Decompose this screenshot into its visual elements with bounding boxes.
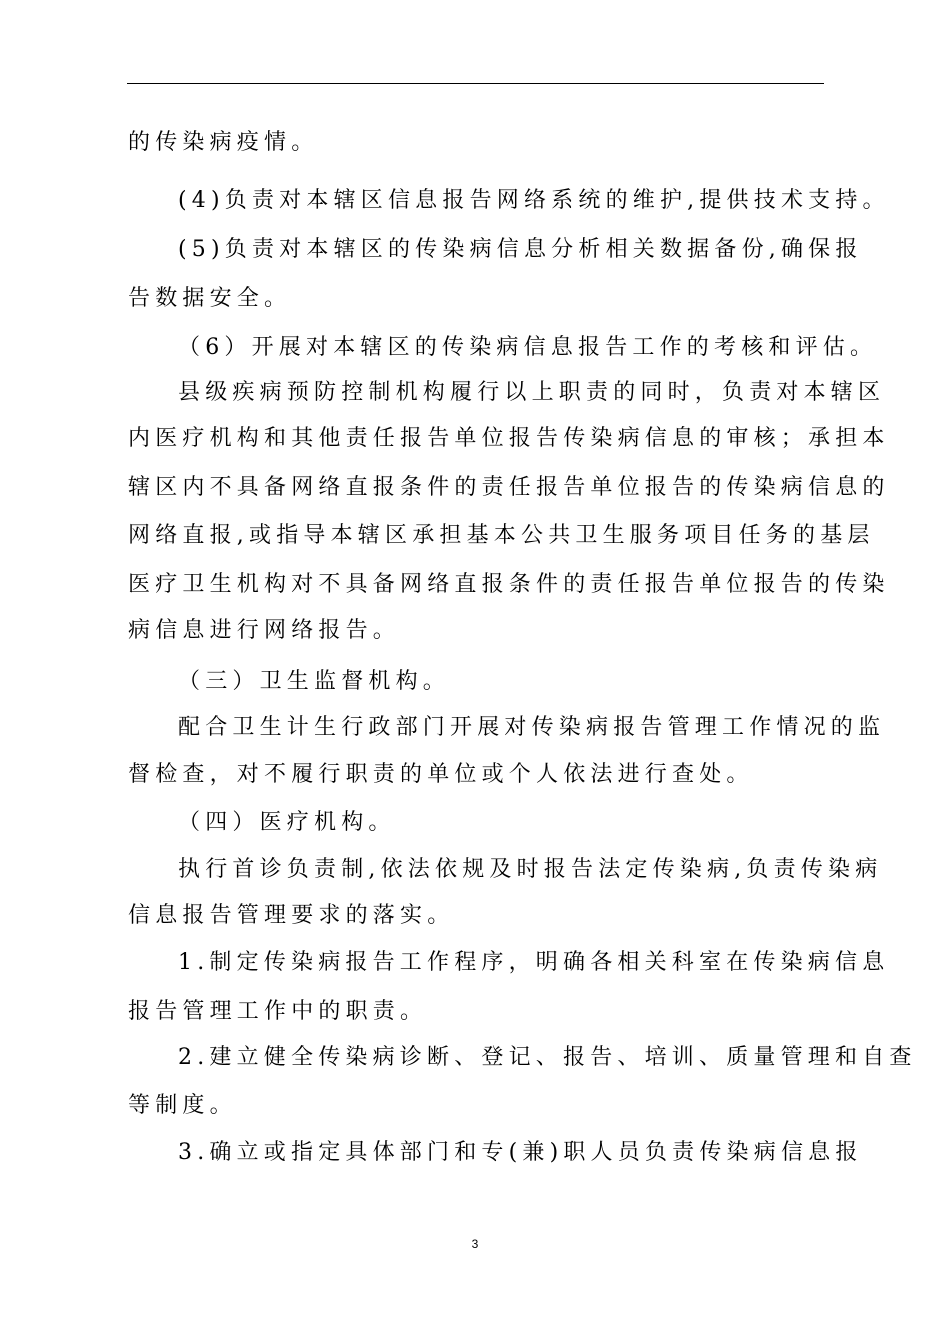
text-line: 病信息进行网络报告。 <box>128 618 401 643</box>
text-line: 医疗卫生机构对不具备网络直报条件的责任报告单位报告的传染 <box>128 572 890 597</box>
text-line: (4)负责对本辖区信息报告网络系统的维护,提供技术支持。 <box>178 188 890 213</box>
header-rule <box>127 83 824 84</box>
section-heading: （三）卫生监督机构。 <box>178 669 451 694</box>
text-line: 督检查，对不履行职责的单位或个人依法进行查处。 <box>128 762 754 787</box>
text-line: 2.建立健全传染病诊断、登记、报告、培训、质量管理和自查 <box>178 1045 917 1070</box>
text-line: 县级疾病预防控制机构履行以上职责的同时，负责对本辖区 <box>178 380 886 405</box>
text-line: 辖区内不具备网络直报条件的责任报告单位报告的传染病信息的 <box>128 475 890 500</box>
text-line: 网络直报,或指导本辖区承担基本公共卫生服务项目任务的基层 <box>128 523 875 548</box>
text-line: 信息报告管理要求的落实。 <box>128 903 455 928</box>
text-line: 内医疗机构和其他责任报告单位报告传染病信息的审核；承担本 <box>128 426 890 451</box>
text-line: 1.制定传染病报告工作程序，明确各相关科室在传染病信息 <box>178 950 890 975</box>
section-heading: （四）医疗机构。 <box>178 810 396 835</box>
text-line: 等制度。 <box>128 1093 237 1118</box>
text-line: 报告管理工作中的职责。 <box>128 999 428 1024</box>
text-line: (5)负责对本辖区的传染病信息分析相关数据备份,确保报 <box>178 237 863 262</box>
text-line: 的传染病疫情。 <box>128 130 319 155</box>
text-line: 3.确立或指定具体部门和专(兼)职人员负责传染病信息报 <box>178 1140 863 1165</box>
text-line: 执行首诊负责制,依法依规及时报告法定传染病,负责传染病 <box>178 857 883 882</box>
page-number: 3 <box>471 1237 479 1251</box>
text-line: 告数据安全。 <box>128 286 292 311</box>
text-line: 配合卫生计生行政部门开展对传染病报告管理工作情况的监 <box>178 715 886 740</box>
text-line: （6）开展对本辖区的传染病信息报告工作的考核和评估。 <box>178 335 878 360</box>
